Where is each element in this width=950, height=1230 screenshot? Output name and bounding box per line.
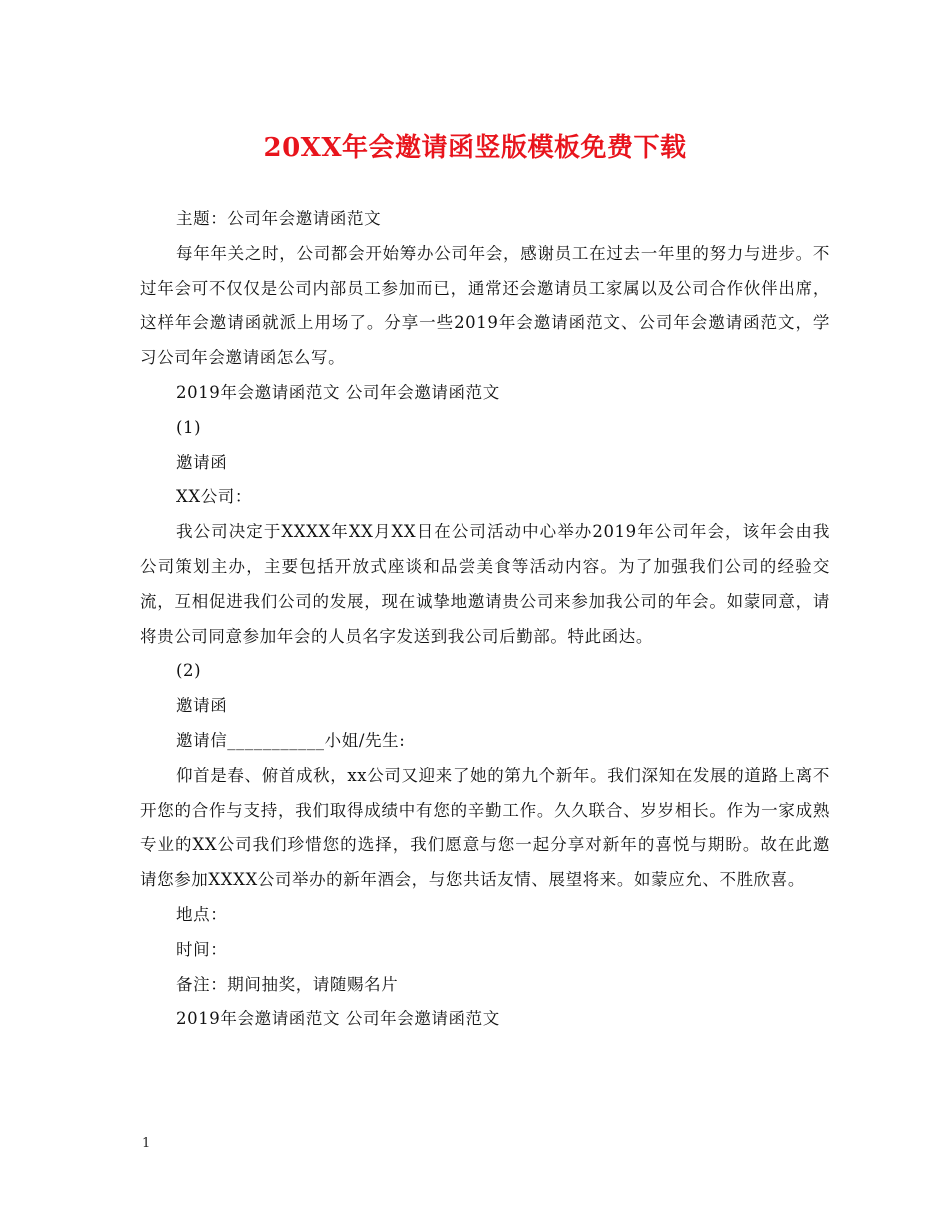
paragraph-invitation-heading: 邀请函 <box>176 696 228 716</box>
paragraph-letter-1-body: 我公司决定于XXXX年XX月XX日在公司活动中心举办2019年公司年会，该年会由我公司策划主办，主要包括开放式座谈和品尝美食等活动内容。为了加强我们公司的经验交流，互相促进我们公司的发展，现在诚挚地邀请贵公司来参加我公司的年会。如蒙同意，请将贵公司同意参加年会的人员名字发送到我公司后勤部。特此函达。 <box>140 522 830 646</box>
paragraph-intro: 每年年关之时，公司都会开始筹办公司年会，感谢员工在过去一年里的努力与进步。不过年会可不仅仅是公司内部员工参加而已，通常还会邀请员工家属以及公司合作伙伴出席，这样年会邀请函就派上用场了。分享一些2019年会邀请函范文、公司年会邀请函范文，学习公司年会邀请函怎么写。 <box>140 243 830 368</box>
paragraph-salutation: 邀请信___________小姐/先生: <box>176 730 406 750</box>
paragraph-note: 备注：期间抽奖，请随赐名片 <box>176 974 399 994</box>
paragraph-section-heading: 2019年会邀请函范文 公司年会邀请函范文 <box>176 382 500 402</box>
document-title: 20XX年会邀请函竖版模板免费下载 <box>263 133 687 163</box>
paragraph-number-2: (2) <box>176 661 202 681</box>
paragraph-subject: 主题：公司年会邀请函范文 <box>176 209 382 228</box>
paragraph-time: 时间： <box>176 939 228 959</box>
paragraph-location: 地点： <box>176 904 228 924</box>
page-number: 1 <box>142 1136 151 1151</box>
paragraph-letter-2-body: 仰首是春、俯首成秋，xx公司又迎来了她的第九个新年。我们深知在发展的道路上离不开您的合作与支持，我们取得成绩中有您的辛勤工作。久久联合、岁岁相长。作为一家成熟专业的XX公司我们珍惜您的选择，我们愿意与您一起分享对新年的喜悦与期盼。故在此邀请您参加XXXX公司举办的新年酒会，与您共话友情、展望将来。如蒙应允、不胜欣喜。 <box>140 765 830 890</box>
paragraph-section-heading-repeat: 2019年会邀请函范文 公司年会邀请函范文 <box>176 1009 500 1029</box>
paragraph-recipient: XX公司： <box>176 487 252 507</box>
paragraph-invitation-heading: 邀请函 <box>176 452 228 472</box>
document-body <box>140 202 830 1037</box>
paragraph-number-1: (1) <box>176 417 202 437</box>
